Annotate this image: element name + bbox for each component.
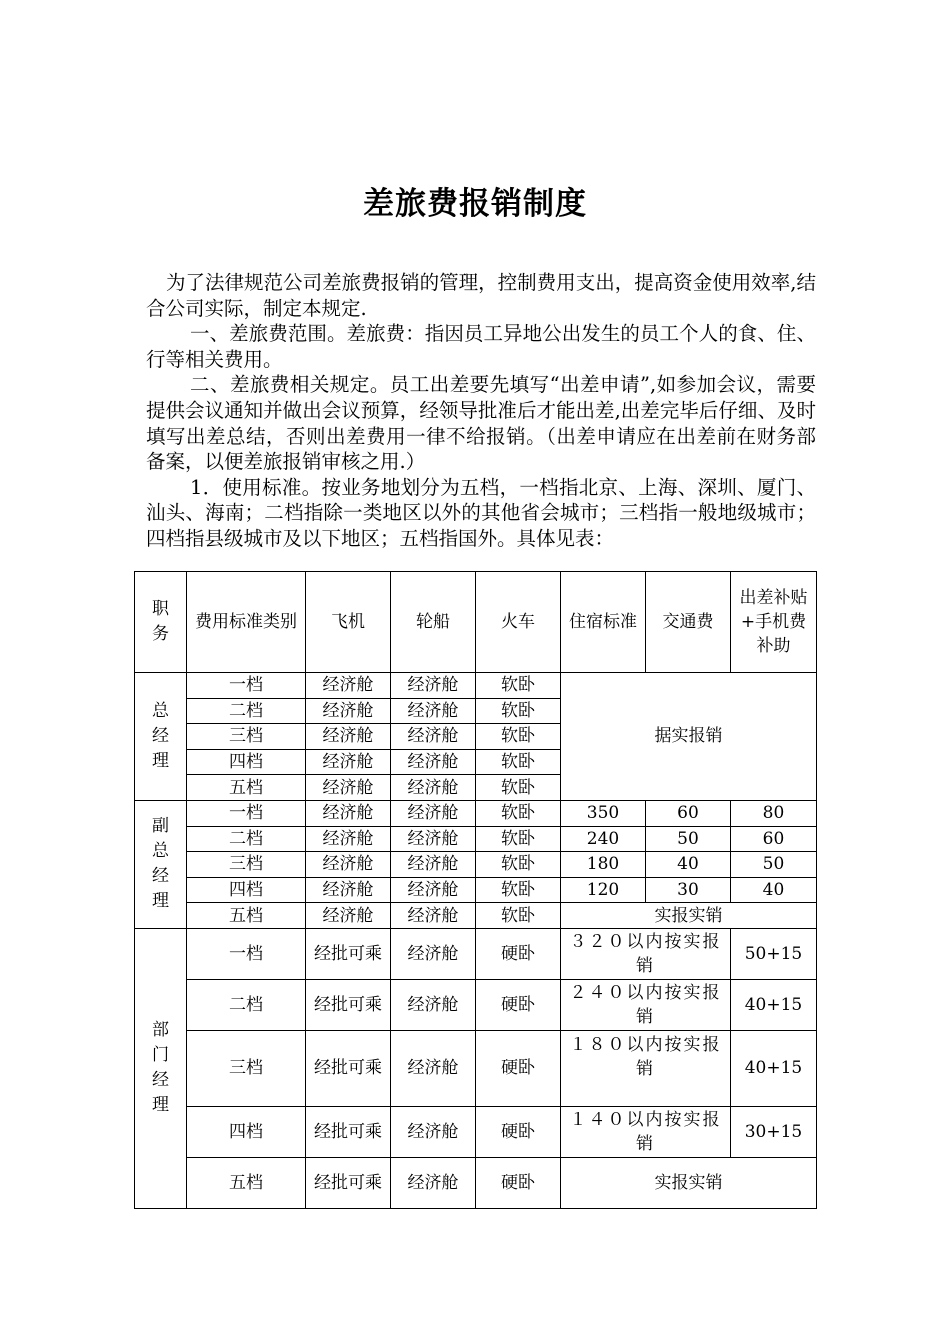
tier-cell: 三档 [187, 1030, 306, 1106]
header-ship: 轮船 [391, 572, 476, 673]
ship-cell: 经济舱 [391, 903, 476, 929]
merged-reimburse-cell: 据实报销 [561, 673, 817, 801]
train-cell: 硬卧 [476, 1030, 561, 1106]
header-train: 火车 [476, 572, 561, 673]
transport-cell: 50 [646, 826, 731, 852]
plane-cell: 经批可乘 [306, 1106, 391, 1157]
ship-cell: 经济舱 [391, 877, 476, 903]
tier-cell: 一档 [187, 800, 306, 826]
lodging-transport-cell: １８０以内按实报销 [561, 1030, 731, 1106]
tier-cell: 一档 [187, 673, 306, 699]
allowance-cell: 30+15 [731, 1106, 817, 1157]
lodging-cell: 120 [561, 877, 646, 903]
header-category: 费用标准类别 [187, 572, 306, 673]
table-row [135, 1030, 817, 1106]
header-lodging: 住宿标准 [561, 572, 646, 673]
header-transport: 交通费 [646, 572, 731, 673]
train-cell: 软卧 [476, 877, 561, 903]
body-text [146, 270, 816, 552]
expense-standard-table [134, 571, 817, 1209]
tier-cell: 三档 [187, 852, 306, 878]
table-row [135, 852, 817, 878]
ship-cell: 经济舱 [391, 1030, 476, 1106]
paragraph-standards: 1．使用标准。按业务地划分为五档，一档指北京、上海、深圳、厦门、汕头、海南；二档指除一类地区以外的其他省会城市；三档指一般地级城市；四档指县级城市及以下地区；五档指国外。具体见表： [146, 475, 816, 550]
plane-cell: 经批可乘 [306, 1030, 391, 1106]
plane-cell: 经济舱 [306, 800, 391, 826]
ship-cell: 经济舱 [391, 852, 476, 878]
merged-reimburse-cell: 实报实销 [561, 1157, 817, 1208]
table-row [135, 1106, 817, 1157]
table-row [135, 1157, 817, 1208]
table-row [135, 928, 817, 979]
transport-cell: 30 [646, 877, 731, 903]
ship-cell: 经济舱 [391, 928, 476, 979]
train-cell: 软卧 [476, 749, 561, 775]
plane-cell: 经批可乘 [306, 979, 391, 1030]
train-cell: 软卧 [476, 775, 561, 801]
position-cell: 部门经理 [135, 928, 187, 1208]
train-cell: 软卧 [476, 826, 561, 852]
plane-cell: 经批可乘 [306, 1157, 391, 1208]
allowance-cell: 50 [731, 852, 817, 878]
ship-cell: 经济舱 [391, 826, 476, 852]
allowance-cell: 40 [731, 877, 817, 903]
header-allowance: 出差补贴+手机费补助 [731, 572, 817, 673]
plane-cell: 经济舱 [306, 724, 391, 750]
page-title: 差旅费报销制度 [363, 186, 587, 222]
allowance-cell: 40+15 [731, 1030, 817, 1106]
position-cell: 总经理 [135, 673, 187, 801]
train-cell: 软卧 [476, 698, 561, 724]
paragraph-intro: 为了法律规范公司差旅费报销的管理，控制费用支出，提高资金使用效率,结合公司实际，制定本规定. [146, 271, 816, 320]
ship-cell: 经济舱 [391, 775, 476, 801]
transport-cell: 40 [646, 852, 731, 878]
table-row [135, 877, 817, 903]
plane-cell: 经济舱 [306, 749, 391, 775]
ship-cell: 经济舱 [391, 800, 476, 826]
train-cell: 软卧 [476, 903, 561, 929]
plane-cell: 经济舱 [306, 775, 391, 801]
lodging-cell: 240 [561, 826, 646, 852]
train-cell: 软卧 [476, 724, 561, 750]
tier-cell: 四档 [187, 749, 306, 775]
tier-cell: 五档 [187, 1157, 306, 1208]
tier-cell: 五档 [187, 903, 306, 929]
plane-cell: 经济舱 [306, 698, 391, 724]
paragraph-rules: 二、差旅费相关规定。员工出差要先填写“出差申请”,如参加会议，需要提供会议通知并做出会议预算，经领导批准后才能出差,出差完毕后仔细、及时填写出差总结，否则出差费用一律不给报销。（出差申请应在出差前在财务部备案，以便差旅报销审核之用.） [146, 373, 816, 474]
table-row [135, 826, 817, 852]
table-row [135, 673, 817, 699]
table-row [135, 903, 817, 929]
position-cell: 副总经理 [135, 800, 187, 928]
table-row [135, 979, 817, 1030]
train-cell: 软卧 [476, 852, 561, 878]
tier-cell: 五档 [187, 775, 306, 801]
header-plane: 飞机 [306, 572, 391, 673]
merged-reimburse-cell: 实报实销 [561, 903, 817, 929]
train-cell: 软卧 [476, 673, 561, 699]
plane-cell: 经济舱 [306, 826, 391, 852]
train-cell: 硬卧 [476, 1157, 561, 1208]
train-cell: 硬卧 [476, 928, 561, 979]
train-cell: 软卧 [476, 800, 561, 826]
plane-cell: 经济舱 [306, 673, 391, 699]
allowance-cell: 60 [731, 826, 817, 852]
ship-cell: 经济舱 [391, 698, 476, 724]
paragraph-scope: 一、差旅费范围。差旅费：指因员工异地公出发生的员工个人的食、住、行等相关费用。 [146, 322, 816, 371]
tier-cell: 一档 [187, 928, 306, 979]
table-row [135, 800, 817, 826]
table-header-row [135, 572, 817, 673]
plane-cell: 经济舱 [306, 877, 391, 903]
ship-cell: 经济舱 [391, 1157, 476, 1208]
tier-cell: 四档 [187, 877, 306, 903]
train-cell: 硬卧 [476, 1106, 561, 1157]
ship-cell: 经济舱 [391, 1106, 476, 1157]
transport-cell: 60 [646, 800, 731, 826]
allowance-cell: 50+15 [731, 928, 817, 979]
allowance-cell: 80 [731, 800, 817, 826]
plane-cell: 经济舱 [306, 852, 391, 878]
lodging-cell: 350 [561, 800, 646, 826]
ship-cell: 经济舱 [391, 749, 476, 775]
tier-cell: 二档 [187, 698, 306, 724]
ship-cell: 经济舱 [391, 979, 476, 1030]
lodging-cell: 180 [561, 852, 646, 878]
allowance-cell: 40+15 [731, 979, 817, 1030]
ship-cell: 经济舱 [391, 673, 476, 699]
tier-cell: 二档 [187, 979, 306, 1030]
tier-cell: 四档 [187, 1106, 306, 1157]
header-position: 职务 [135, 572, 187, 673]
lodging-transport-cell: ３２０以内按实报销 [561, 928, 731, 979]
ship-cell: 经济舱 [391, 724, 476, 750]
lodging-transport-cell: １４０以内按实报销 [561, 1106, 731, 1157]
plane-cell: 经批可乘 [306, 928, 391, 979]
tier-cell: 二档 [187, 826, 306, 852]
tier-cell: 三档 [187, 724, 306, 750]
lodging-transport-cell: ２４０以内按实报销 [561, 979, 731, 1030]
plane-cell: 经济舱 [306, 903, 391, 929]
train-cell: 硬卧 [476, 979, 561, 1030]
